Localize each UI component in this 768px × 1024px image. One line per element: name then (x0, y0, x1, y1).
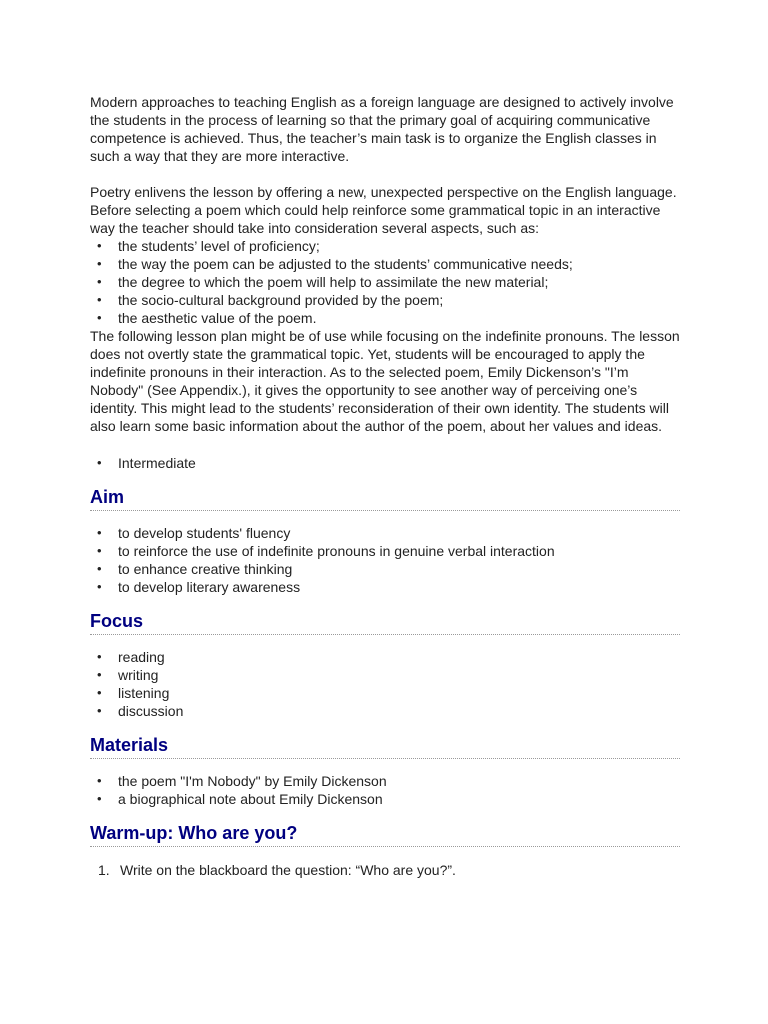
step-number: 1. (98, 862, 110, 878)
intro-paragraph-1: Modern approaches to teaching English as a foreign language are designed to actively involve the students in the process of learning so that the primary goal of acquiring communicative competence is achieved. Thus, the teacher’s main task is to organize the English classes in such a way that they are more interactive. (90, 94, 674, 164)
list-item: • to develop students' fluency (90, 524, 680, 542)
aspects-list (90, 237, 680, 327)
list-item: • to develop literary awareness (90, 578, 680, 596)
aim-list (90, 524, 680, 596)
list-item: • the aesthetic value of the poem. (90, 309, 680, 327)
step-text: Write on the blackboard the question: “Who are you?”. (120, 862, 456, 878)
list-item: • writing (90, 666, 680, 684)
section-heading-warmup: Warm-up: Who are you? (90, 822, 680, 847)
section-heading-aim: Aim (90, 486, 680, 511)
list-item: • to reinforce the use of indefinite pronouns in genuine verbal interaction (90, 542, 680, 560)
warmup-steps (90, 861, 680, 879)
list-item (90, 861, 680, 879)
list-item: • the degree to which the poem will help to assimilate the new material; (90, 273, 680, 291)
list-item: • the way the poem can be adjusted to the students’ communicative needs; (90, 255, 680, 273)
section-heading-focus: Focus (90, 610, 680, 635)
intro-paragraph-2: Poetry enlivens the lesson by offering a new, unexpected perspective on the English language. Before selecting a poem which could help reinforce some grammatical topic in an interactive way the teacher should take into consideration several aspects, such as: (90, 184, 677, 236)
level-list (90, 454, 680, 472)
list-item: • the poem "I'm Nobody" by Emily Dickenson (90, 772, 680, 790)
list-item: • the students’ level of proficiency; (90, 237, 680, 255)
list-item: • listening (90, 684, 680, 702)
list-item: • to enhance creative thinking (90, 560, 680, 578)
materials-list (90, 772, 680, 808)
focus-list (90, 648, 680, 720)
article-body (90, 93, 680, 879)
section-heading-materials: Materials (90, 734, 680, 759)
list-item: • the socio-cultural background provided by the poem; (90, 291, 680, 309)
list-item: • reading (90, 648, 680, 666)
intro-paragraph-3: The following lesson plan might be of use while focusing on the indefinite pronouns. The lesson does not overtly state the grammatical topic. Yet, students will be encouraged to apply the indefinite pronouns in their interaction. As to the selected poem, Emily Dickenson’s "I’m Nobody" (See Appendix.), it gives the opportunity to see another way of perceiving one’s identity. This might lead to the students’ reconsideration of their own identity. The students will also learn some basic information about the author of the poem, about her values and ideas. (90, 328, 680, 434)
list-item: • Intermediate (90, 454, 680, 472)
list-item: • discussion (90, 702, 680, 720)
list-item: • a biographical note about Emily Dickenson (90, 790, 680, 808)
